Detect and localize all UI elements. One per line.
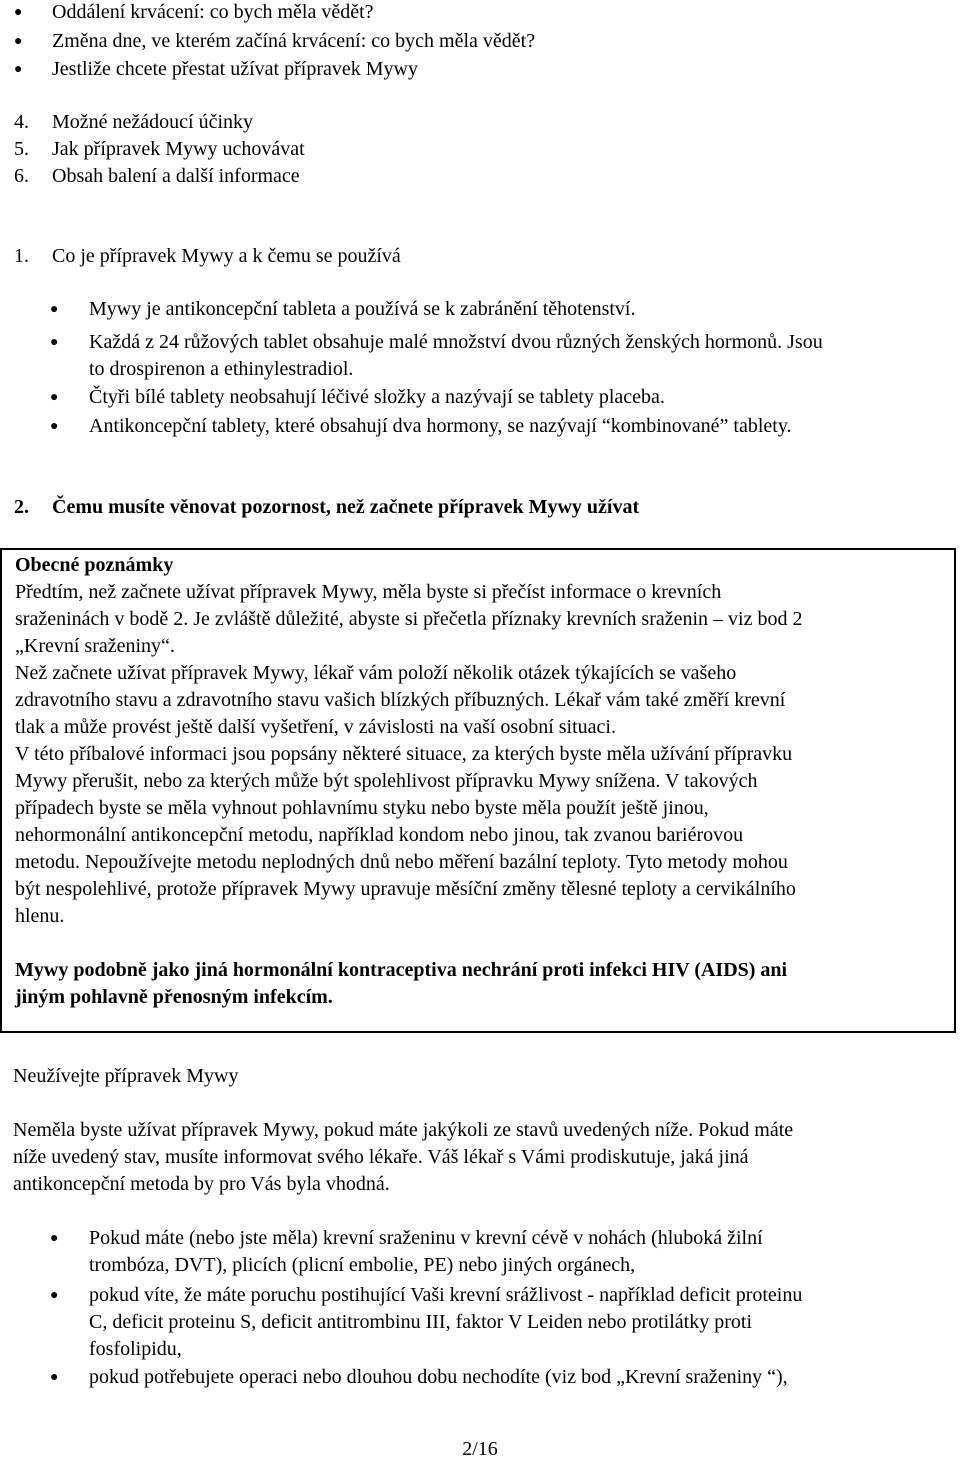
section-number: 6.: [14, 165, 29, 187]
bullet-icon: ●: [14, 34, 23, 49]
bullet-text: Čtyři bílé tablety neobsahují léčivé složky a nazývají se tablety placeba.: [89, 386, 665, 408]
bullet-text: trombóza, DVT), plicích (plicní embolie, PE) nebo jiných orgánech,: [89, 1254, 636, 1276]
page-number: 2/16: [462, 1438, 498, 1460]
text-line: Neměla byste užívat přípravek Mywy, pokud máte jakýkoli ze stavů uvedených níže. Pokud máte: [13, 1119, 794, 1141]
text-line: nehormonální antikoncepční metodu, například kondom nebo jinou, tak zvanou bariérovou: [15, 824, 744, 846]
section-title: Možné nežádoucí účinky: [52, 111, 254, 133]
section-number: 1.: [14, 245, 29, 267]
text-line: níže uvedený stav, musíte informovat svého lékaře. Váš lékař s Vámi prodiskutuje, jaká jiná: [13, 1146, 749, 1168]
text-line: „Krevní sraženiny“.: [15, 635, 175, 657]
toc-item: Změna dne, ve kterém začíná krvácení: co bych měla vědět?: [52, 30, 536, 52]
bullet-text: to drospirenon a ethinylestradiol.: [89, 358, 354, 380]
do-not-use-intro: [13, 1117, 948, 1198]
bullet-icon: ●: [50, 1370, 59, 1385]
text-line: Mywy přerušit, nebo za kterých může být spolehlivost přípravku Mywy snížena. V takových: [15, 770, 758, 792]
section-title: Čemu musíte věnovat pozornost, než začnete přípravek Mywy užívat: [52, 496, 640, 518]
text-line: být nespolehlivé, protože přípravek Mywy upravuje měsíční změny tělesné teploty a cervikálního: [15, 878, 796, 900]
section-title: Obsah balení a další informace: [52, 165, 300, 187]
bullet-text: Pokud máte (nebo jste měla) krevní sraženinu v krevní cévě v nohách (hluboká žilní: [89, 1227, 763, 1249]
bullet-text: pokud víte, že máte poruchu postihující Vaši krevní srážlivost - například deficit proteinu: [89, 1284, 803, 1306]
general-notes-content: [15, 552, 945, 1011]
bullet-text: Mywy je antikoncepční tableta a používá se k zabránění těhotenství.: [89, 298, 636, 320]
general-notes-box: [0, 548, 956, 1033]
bold-warning-line: Mywy podobně jako jiná hormonální kontraceptiva nechrání proti infekci HIV (AIDS) ani: [15, 959, 788, 981]
bullet-text: C, deficit proteinu S, deficit antitrombinu III, faktor V Leiden nebo protilátky proti: [89, 1311, 752, 1333]
bullet-text: pokud potřebujete operaci nebo dlouhou dobu nechodíte (viz bod „Krevní sraženiny “),: [89, 1366, 788, 1388]
text-line: zdravotního stavu a zdravotního stavu vašich blízkých příbuzných. Lékař vám také změří krevní: [15, 689, 786, 711]
bullet-text: Antikoncepční tablety, které obsahují dva hormony, se nazývají “kombinované” tablety.: [89, 415, 792, 437]
box-heading: Obecné poznámky: [15, 554, 174, 576]
section-number: 2.: [14, 496, 29, 518]
bullet-icon: ●: [50, 419, 59, 434]
bullet-text: Každá z 24 růžových tablet obsahuje malé množství dvou různých ženských hormonů. Jsou: [89, 331, 823, 353]
do-not-use-heading: Neužívejte přípravek Mywy: [13, 1065, 239, 1087]
text-line: sraženinách v bodě 2. Je zvláště důležité, abyste si přečetla příznaky krevních sraženin – viz bod 2: [15, 608, 803, 630]
text-line: V této příbalové informaci jsou popsány některé situace, za kterých byste měla užívání přípravku: [15, 743, 793, 765]
section-number: 4.: [14, 111, 29, 133]
bullet-text: fosfolipidu,: [89, 1338, 182, 1360]
section-title: Jak přípravek Mywy uchovávat: [52, 138, 305, 160]
text-line: metodu. Nepoužívejte metodu neplodných dnů nebo měření bazální teploty. Tyto metody mohou: [15, 851, 788, 873]
bullet-icon: ●: [50, 302, 59, 317]
section-number: 5.: [14, 138, 29, 160]
bullet-icon: ●: [14, 62, 23, 77]
text-line: hlenu.: [15, 905, 65, 927]
toc-item: Oddálení krvácení: co bych měla vědět?: [52, 1, 374, 23]
text-line: Předtím, než začnete užívat přípravek Mywy, měla byste si přečíst informace o krevních: [15, 581, 722, 603]
bullet-icon: ●: [50, 1231, 59, 1246]
text-line: Než začnete užívat přípravek Mywy, lékař vám položí několik otázek týkajících se vašeho: [15, 662, 737, 684]
bullet-icon: ●: [50, 335, 59, 350]
text-line: případech byste se měla vyhnout pohlavnímu styku nebo byste měla použít ještě jinou,: [15, 797, 709, 819]
bullet-icon: ●: [50, 390, 59, 405]
bullet-icon: ●: [50, 1288, 59, 1303]
toc-item: Jestliže chcete přestat užívat přípravek Mywy: [52, 58, 418, 80]
bullet-icon: ●: [14, 5, 23, 20]
text-line: tlak a může provést ještě další vyšetření, v závislosti na vaší osobní situaci.: [15, 716, 616, 738]
text-line: antikoncepční metoda by pro Vás byla vhodná.: [13, 1173, 390, 1195]
section-title: Co je přípravek Mywy a k čemu se používá: [52, 245, 401, 267]
bold-warning-line: jiným pohlavně přenosným infekcím.: [15, 986, 333, 1008]
